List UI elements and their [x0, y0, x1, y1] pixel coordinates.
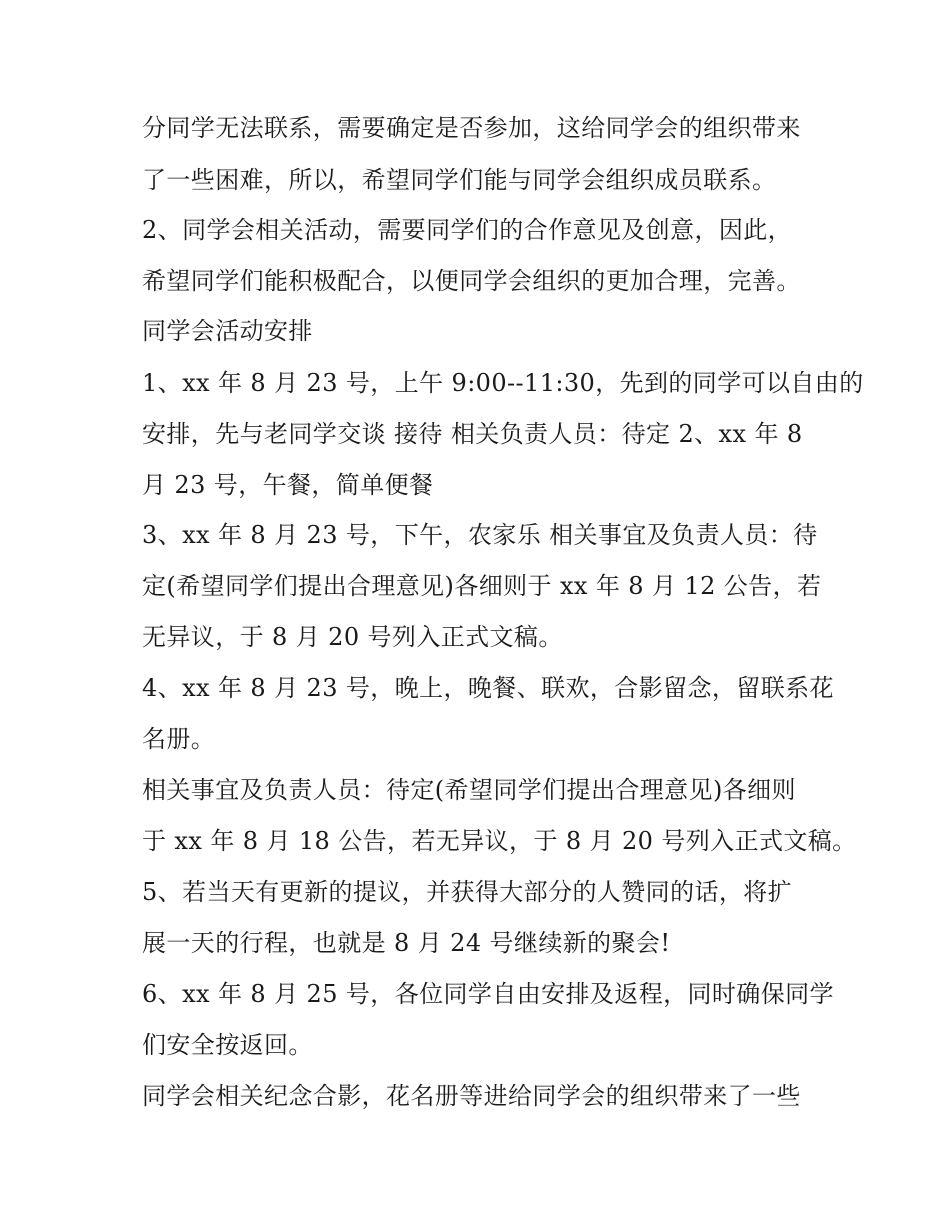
text-line: 安排，先与老同学交谈 接待 相关负责人员：待定 2、xx 年 8: [142, 420, 803, 448]
text-line: 相关事宜及负责人员：待定(希望同学们提出合理意见)各细则: [142, 776, 796, 804]
text-line: 同学会相关纪念合影，花名册等进给同学会的组织带来了一些: [142, 1082, 801, 1110]
text-line: 展一天的行程，也就是 8 月 24 号继续新的聚会!: [142, 929, 671, 957]
text-line: 4、xx 年 8 月 23 号，晚上，晚餐、联欢，合影留念，留联系花: [142, 674, 834, 702]
text-line: 无异议，于 8 月 20 号列入正式文稿。: [142, 623, 563, 651]
text-line: 于 xx 年 8 月 18 公告，若无异议，于 8 月 20 号列入正式文稿。: [142, 827, 857, 855]
text-line: 名册。: [142, 725, 216, 753]
text-line: 月 23 号，午餐，简单便餐: [142, 471, 434, 499]
text-line: 们安全按返回。: [142, 1031, 313, 1059]
text-line: 分同学无法联系，需要确定是否参加，这给同学会的组织带来: [142, 114, 801, 142]
text-line: 1、xx 年 8 月 23 号，上午 9:00--11:30，先到的同学可以自由的: [142, 369, 864, 397]
text-line: 3、xx 年 8 月 23 号，下午，农家乐 相关事宜及负责人员：待: [142, 521, 818, 549]
section-heading: 同学会活动安排: [142, 317, 313, 345]
text-line: 定(希望同学们提出合理意见)各细则于 xx 年 8 月 12 公告，若: [142, 572, 822, 600]
text-line: 了一些困难，所以，希望同学们能与同学会组织成员联系。: [142, 166, 777, 194]
text-line: 2、同学会相关活动，需要同学们的合作意见及创意，因此，: [142, 216, 793, 244]
text-line: 6、xx 年 8 月 25 号，各位同学自由安排及返程，同时确保同学: [142, 980, 834, 1008]
text-line: 5、若当天有更新的提议，并获得大部分的人赞同的话，将扩: [142, 878, 793, 906]
text-line: 希望同学们能积极配合，以便同学会组织的更加合理，完善。: [142, 267, 801, 295]
